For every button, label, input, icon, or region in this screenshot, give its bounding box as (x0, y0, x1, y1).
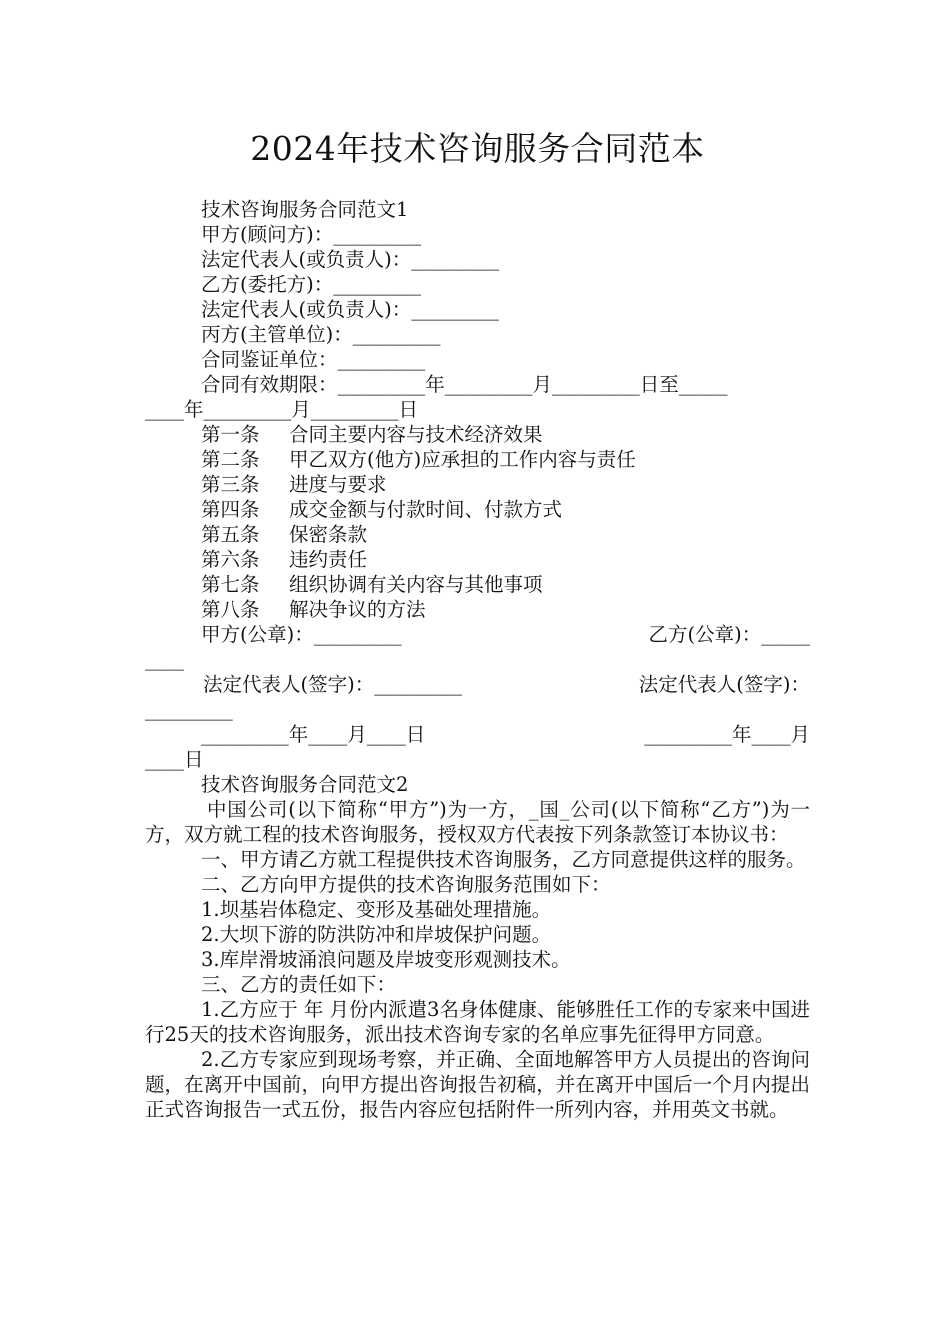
document-body (145, 197, 810, 1122)
section-2-heading: 技术咨询服务合同范文2 (201, 773, 409, 796)
section-2-article-3-item-2: 2.乙方专家应到现场考察，并正确、全面地解答甲方人员提出的咨询问题，在离开中国前，向甲方提出咨询报告初稿，并在离开中国后一个月内提出正式咨询报告一式五份，报告内容应包括附件一所列内容，并用英文书就。 (145, 1048, 810, 1121)
party-b-seal-continued: ____ (145, 648, 184, 671)
party-b-date-continued: ____日 (145, 748, 204, 771)
party-b-line: 乙方(委托方)：_________ (201, 273, 421, 296)
party-b-signature: 法定代表人(签字)： (638, 673, 810, 696)
party-b-signature-continued: _________ (145, 698, 233, 721)
section-2-article-3: 三、乙方的责任如下： (201, 973, 397, 996)
document-page (145, 120, 810, 1122)
party-a-seal: 甲方(公章)：_________ (201, 623, 402, 646)
verify-unit-line: 合同鉴证单位：_________ (201, 348, 426, 371)
party-b-seal: 乙方(公章)：_____ (648, 623, 810, 646)
clause-text: 保密条款 (289, 523, 368, 546)
clause-number: 第四条 (201, 498, 260, 521)
party-a-rep-line: 法定代表人(或负责人)：_________ (201, 248, 499, 271)
seal-row (145, 622, 810, 647)
validity-line-continued: ____年_________月_________日 (145, 398, 419, 421)
date-row (145, 722, 810, 747)
party-a-date: _________年____月____日 (201, 723, 426, 746)
clause-line (145, 522, 810, 547)
clause-line (145, 497, 810, 522)
party-a-signature: 法定代表人(签字)：_________ (203, 673, 462, 696)
clause-number: 第三条 (201, 473, 260, 496)
list-item: 2.大坝下游的防洪防冲和岸坡保护问题。 (201, 923, 552, 946)
clause-text: 甲乙双方(他方)应承担的工作内容与责任 (289, 448, 636, 471)
clause-line (145, 422, 810, 447)
clause-line (145, 472, 810, 497)
section-2-intro: 中国公司(以下简称“甲方”)为一方，_国_公司(以下简称“乙方”)为一方，双方就工程的技术咨询服务，授权双方代表按下列条款签订本协议书： (145, 798, 810, 846)
clause-number: 第八条 (201, 598, 260, 621)
party-b-rep-line: 法定代表人(或负责人)：_________ (201, 298, 499, 321)
document-title: 2024年技术咨询服务合同范本 (250, 129, 705, 168)
clause-text: 进度与要求 (289, 473, 387, 496)
party-a-line: 甲方(顾问方)：_________ (201, 223, 421, 246)
clause-text: 组织协调有关内容与其他事项 (289, 573, 543, 596)
section-2-article-2: 二、乙方向甲方提供的技术咨询服务范围如下： (201, 873, 611, 896)
clause-number: 第七条 (201, 573, 260, 596)
clause-text: 解决争议的方法 (289, 598, 426, 621)
section-1-heading: 技术咨询服务合同范文1 (201, 198, 409, 221)
clause-text: 成交金额与付款时间、付款方式 (289, 498, 563, 521)
clause-text: 违约责任 (289, 548, 368, 571)
clause-line (145, 547, 810, 572)
party-c-line: 丙方(主管单位)：_________ (201, 323, 441, 346)
clause-line (145, 447, 810, 472)
clause-number: 第五条 (201, 523, 260, 546)
clause-number: 第一条 (201, 423, 260, 446)
signature-row (145, 672, 810, 697)
list-item: 1.坝基岩体稳定、变形及基础处理措施。 (201, 898, 552, 921)
party-b-date: _________年____月 (644, 723, 810, 746)
section-2-article-3-item-1: 1.乙方应于 年 月份内派遣3名身体健康、能够胜任工作的专家来中国进行25天的技术咨询服务，派出技术咨询专家的名单应事先征得甲方同意。 (145, 998, 810, 1046)
validity-line: 合同有效期限：_________年_________月_________日至_____ (201, 373, 728, 396)
clause-line (145, 597, 810, 622)
list-item: 3.库岸滑坡涌浪问题及岸坡变形观测技术。 (201, 948, 571, 971)
clause-number: 第二条 (201, 448, 260, 471)
section-2-article-1: 一、甲方请乙方就工程提供技术咨询服务，乙方同意提供这样的服务。 (201, 848, 806, 871)
clause-line (145, 572, 810, 597)
clause-text: 合同主要内容与技术经济效果 (289, 423, 543, 446)
clause-number: 第六条 (201, 548, 260, 571)
